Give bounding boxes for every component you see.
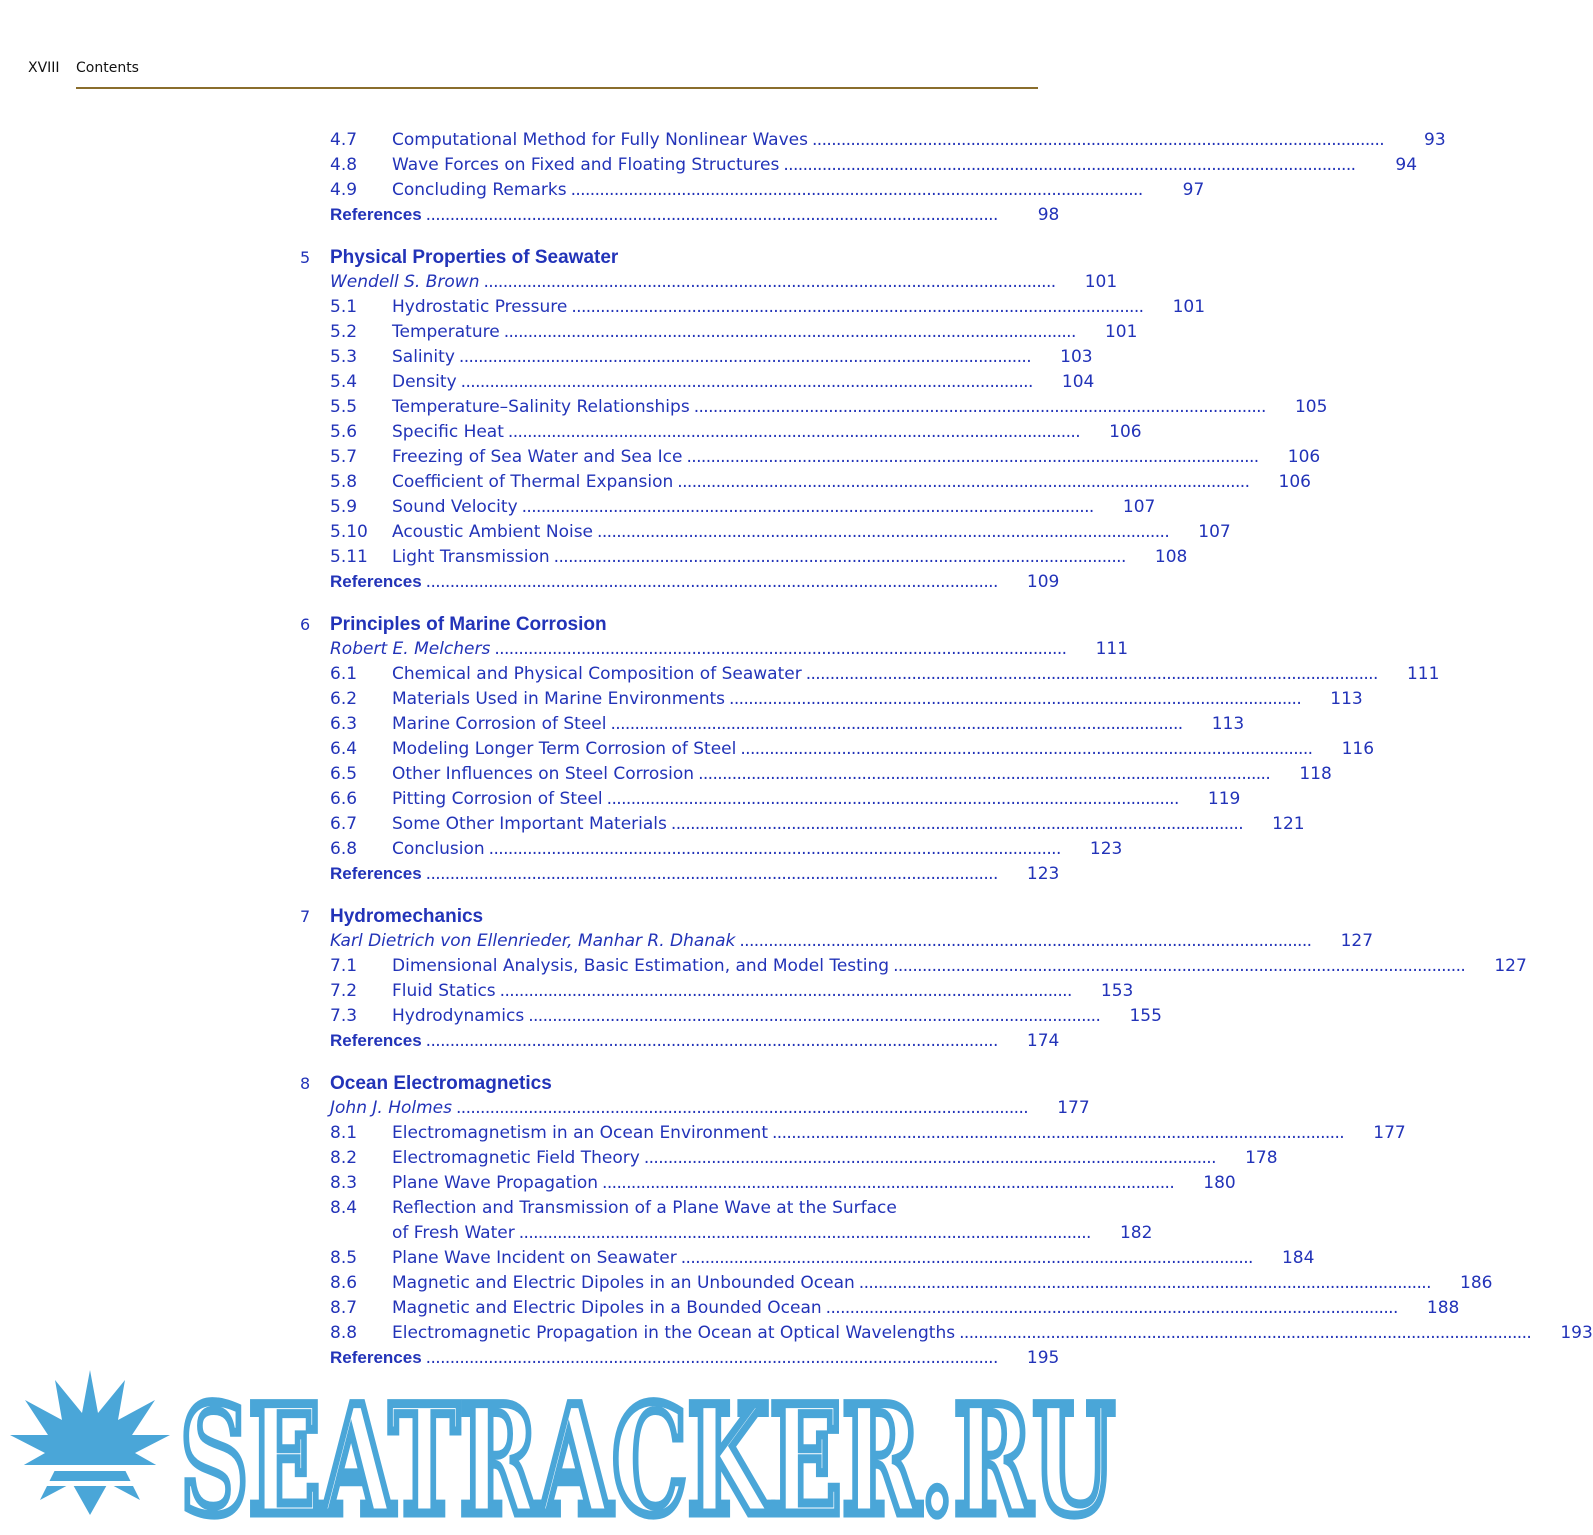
entry-title: Marine Corrosion of Steel [392,714,607,734]
toc-entry[interactable] [330,1223,1153,1248]
chapter-title: Hydromechanics [330,906,484,927]
page-ref: 121 [1272,814,1305,834]
page-ref: 174 [1026,1031,1060,1051]
page-ref: 108 [1154,547,1188,567]
entry-title: John J. Holmes [330,1098,452,1118]
entry-title: Other Influences on Steel Corrosion [392,764,695,784]
entry-number: 5.8 [330,472,358,492]
page-ref: 118 [1299,764,1332,784]
toc-entry[interactable] [330,447,1321,472]
page-ref: 101 [1084,272,1118,292]
entry-number: 6.8 [330,839,358,859]
entry-title: Electromagnetism in an Ocean Environment [392,1123,768,1143]
toc-entry[interactable] [330,347,1093,372]
entry-title: References [330,864,422,883]
toc-entry[interactable] [330,789,1241,814]
dot-leader [740,739,1310,759]
page-ref: 93 [1424,130,1446,150]
page-number: XVIII [28,60,60,76]
dot-leader [772,1123,1342,1143]
entry-title: Light Transmission [392,547,550,567]
page-ref: 97 [1182,180,1205,200]
dot-leader [483,272,1053,292]
entry-title: Modeling Longer Term Corrosion of Steel [392,739,737,759]
entry-title: Electromagnetic Propagation in the Ocean at Optical Wavelengths [392,1323,956,1343]
page-ref: 127 [1494,956,1527,976]
page-ref: 184 [1281,1248,1315,1268]
page-ref: 195 [1026,1348,1060,1368]
entry-title: Fluid Statics [392,981,496,1001]
page-ref: 188 [1426,1298,1460,1318]
entry-number: 6.1 [330,664,358,684]
running-header [28,60,139,76]
entry-title: Hydrostatic Pressure [392,297,568,317]
sun-icon [10,1370,170,1515]
page-ref: 153 [1100,981,1134,1001]
header-rule [76,87,1038,89]
chapter-number: 5 [300,248,311,267]
chapter-heading[interactable] [300,1072,552,1098]
chapter-title: Physical Properties of Seawater [330,247,619,268]
toc-entry[interactable] [330,981,1134,1006]
entry-title: Some Other Important Materials [392,814,667,834]
toc-entry[interactable] [330,1248,1315,1273]
toc-entry[interactable] [330,1323,1593,1348]
toc-entry[interactable] [330,155,1418,180]
entry-number: 4.9 [330,180,358,200]
page-ref: 119 [1207,789,1241,809]
page-ref: 106 [1278,472,1311,492]
entry-title: Plane Wave Propagation [392,1173,599,1193]
chapter-title: Principles of Marine Corrosion [330,614,607,635]
page-ref: 113 [1211,714,1245,734]
entry-number: 8.3 [330,1173,358,1193]
page-ref: 111 [1095,639,1129,659]
entry-number: 8.4 [330,1198,358,1218]
toc-entry[interactable] [330,180,1205,205]
dot-leader [459,347,1029,367]
entry-number: 6.4 [330,739,358,759]
dot-leader [739,931,1309,951]
dot-leader [607,789,1177,809]
page-ref: 123 [1026,864,1060,884]
entry-title: References [330,1031,422,1050]
toc-entry[interactable] [330,547,1188,572]
watermark [0,1365,1139,1535]
entry-title: Plane Wave Incident on Seawater [392,1248,677,1268]
page-ref: 107 [1198,522,1231,542]
toc-author[interactable] [330,272,1118,297]
entry-title: References [330,205,422,224]
entry-number: 8.6 [330,1273,358,1293]
page-ref: 106 [1287,447,1321,467]
page-ref: 106 [1109,422,1142,442]
entry-title: Density [392,372,457,392]
dot-leader [671,814,1241,834]
entry-title: Magnetic and Electric Dipoles in a Bounded Ocean [392,1298,822,1318]
entry-title: Wave Forces on Fixed and Floating Structures [392,155,780,175]
entry-number: 7.3 [330,1006,358,1026]
dot-leader [426,572,996,592]
dot-leader [783,155,1353,175]
toc-entry[interactable] [330,130,1446,155]
entry-title: Temperature–Salinity Relationships [392,397,690,417]
toc-entry[interactable] [330,1198,1038,1223]
entry-title: Coefficient of Thermal Expansion [392,472,674,492]
entry-number: 4.8 [330,155,358,175]
toc-entry[interactable] [330,956,1527,981]
entry-title: Hydrodynamics [392,1006,525,1026]
chapter-number: 6 [300,615,311,634]
entry-number: 5.2 [330,322,358,342]
chapter-title: Ocean Electromagnetics [330,1073,552,1094]
toc-entry[interactable] [330,839,1123,864]
page-ref: 180 [1203,1173,1236,1193]
dot-leader [812,130,1382,150]
chapter-number: 8 [300,1074,311,1093]
page-ref: 177 [1057,1098,1090,1118]
entry-number: 5.6 [330,422,358,442]
dot-leader [571,297,1141,317]
page-ref: 111 [1406,664,1440,684]
page-ref: 105 [1294,397,1328,417]
page-ref: 193 [1560,1323,1593,1343]
dot-leader [494,639,1064,659]
toc-entry[interactable] [330,472,1311,497]
dot-leader [528,1006,1098,1026]
entry-title: of Fresh Water [392,1223,515,1243]
toc-author[interactable] [330,1098,1090,1123]
dot-leader [504,322,1074,342]
entry-number: 7.2 [330,981,358,1001]
chapter-heading[interactable] [300,905,483,931]
entry-title: References [330,572,422,591]
dot-leader [959,1323,1529,1343]
dot-leader [522,497,1092,517]
entry-title: Robert E. Melchers [330,639,491,659]
entry-title: Sound Velocity [392,497,518,517]
chapter-heading[interactable] [300,246,618,272]
toc-references[interactable] [330,572,1060,597]
page-ref: 101 [1104,322,1138,342]
toc-entry[interactable] [330,739,1375,764]
entry-title: Materials Used in Marine Environments [392,689,726,709]
entry-title: References [330,1348,422,1367]
dot-leader [694,397,1264,417]
page-ref: 186 [1460,1273,1493,1293]
dot-leader [806,664,1376,684]
toc-entry[interactable] [330,764,1332,789]
entry-title: Pitting Corrosion of Steel [392,789,603,809]
toc-entry[interactable] [330,497,1156,522]
entry-title: Computational Method for Fully Nonlinear Waves [392,130,808,150]
entry-number: 6.3 [330,714,358,734]
dot-leader [519,1223,1089,1243]
entry-number: 5.10 [330,522,368,542]
entry-number: 8.7 [330,1298,358,1318]
entry-title: Reflection and Transmission of a Plane Wave at the Surface [392,1198,897,1218]
page-ref: 98 [1037,205,1060,225]
toc-entry[interactable] [330,714,1245,739]
dot-leader [597,522,1167,542]
dot-leader [677,472,1247,492]
entry-title: Magnetic and Electric Dipoles in an Unbounded Ocean [392,1273,855,1293]
chapter-number: 7 [300,907,311,926]
entry-title: Freezing of Sea Water and Sea Ice [392,447,683,467]
entry-number: 5.4 [330,372,358,392]
page-ref: 107 [1122,497,1156,517]
toc-entry[interactable] [330,1298,1460,1323]
dot-leader [426,205,996,225]
entry-number: 5.3 [330,347,358,367]
page-ref: 127 [1340,931,1374,951]
dot-leader [687,447,1257,467]
dot-leader [508,422,1078,442]
dot-leader [698,764,1268,784]
entry-title: Concluding Remarks [392,180,567,200]
entry-title: Electromagnetic Field Theory [392,1148,640,1168]
page-ref: 182 [1119,1223,1153,1243]
toc-author[interactable] [330,639,1129,664]
toc-author[interactable] [330,931,1374,956]
toc-entry[interactable] [330,422,1142,447]
entry-number: 6.7 [330,814,358,834]
entry-number: 5.1 [330,297,358,317]
dot-leader [426,1031,996,1051]
entry-title: Specific Heat [392,422,504,442]
page-ref: 178 [1245,1148,1278,1168]
dot-leader [489,839,1059,859]
page-ref: 123 [1089,839,1123,859]
entry-number: 6.6 [330,789,358,809]
toc-entry[interactable] [330,1148,1278,1173]
toc-entry[interactable] [330,372,1095,397]
toc-entry[interactable] [330,1006,1162,1031]
page-ref: 177 [1373,1123,1406,1143]
toc-entry[interactable] [330,322,1138,347]
page-ref: 101 [1172,297,1206,317]
toc-entry[interactable] [330,814,1305,839]
entry-title: Salinity [392,347,455,367]
toc-entry[interactable] [330,1123,1406,1148]
toc-entry[interactable] [330,1173,1236,1198]
entry-title: Chemical and Physical Composition of Seawater [392,664,802,684]
entry-number: 8.2 [330,1148,358,1168]
running-title: Contents [76,60,139,76]
toc-entry[interactable] [330,522,1231,547]
entry-title: Acoustic Ambient Noise [392,522,594,542]
dot-leader [644,1148,1214,1168]
entry-number: 5.9 [330,497,358,517]
toc-references[interactable] [330,1031,1060,1056]
toc-entry[interactable] [330,1273,1493,1298]
page-ref: 155 [1129,1006,1162,1026]
entry-number: 7.1 [330,956,358,976]
dot-leader [826,1298,1396,1318]
page-ref: 103 [1060,347,1093,367]
entry-number: 4.7 [330,130,358,150]
dot-leader [893,956,1463,976]
dot-leader [500,981,1070,1001]
entry-number: 6.2 [330,689,358,709]
page-ref: 116 [1341,739,1375,759]
toc-entry[interactable] [330,664,1440,689]
chapter-heading[interactable] [300,613,607,639]
watermark-text: SEATRACKER.RU [180,1373,1115,1535]
dot-leader [859,1273,1429,1293]
dot-leader [729,689,1299,709]
entry-title: Karl Dietrich von Ellenrieder, Manhar R. Dhanak [330,931,736,951]
dot-leader [681,1248,1251,1268]
entry-number: 5.7 [330,447,358,467]
toc-references[interactable] [330,205,1060,230]
entry-number: 8.1 [330,1123,358,1143]
dot-leader [602,1173,1172,1193]
page-ref: 109 [1026,572,1060,592]
dot-leader [461,372,1031,392]
toc-entry[interactable] [330,297,1206,322]
toc-entry[interactable] [330,397,1328,422]
page-ref: 104 [1061,372,1095,392]
entry-number: 6.5 [330,764,358,784]
entry-number: 8.8 [330,1323,358,1343]
entry-number: 5.11 [330,547,368,567]
entry-title: Wendell S. Brown [330,272,480,292]
dot-leader [610,714,1180,734]
entry-title: Conclusion [392,839,485,859]
toc-entry[interactable] [330,689,1363,714]
entry-number: 8.5 [330,1248,358,1268]
toc-references[interactable] [330,864,1060,889]
page-ref: 94 [1395,155,1418,175]
entry-number: 5.5 [330,397,358,417]
entry-title: Temperature [392,322,500,342]
dot-leader [456,1098,1026,1118]
dot-leader [554,547,1124,567]
entry-title: Dimensional Analysis, Basic Estimation, and Model Testing [392,956,890,976]
dot-leader [426,864,996,884]
page-ref: 113 [1330,689,1363,709]
dot-leader [571,180,1141,200]
